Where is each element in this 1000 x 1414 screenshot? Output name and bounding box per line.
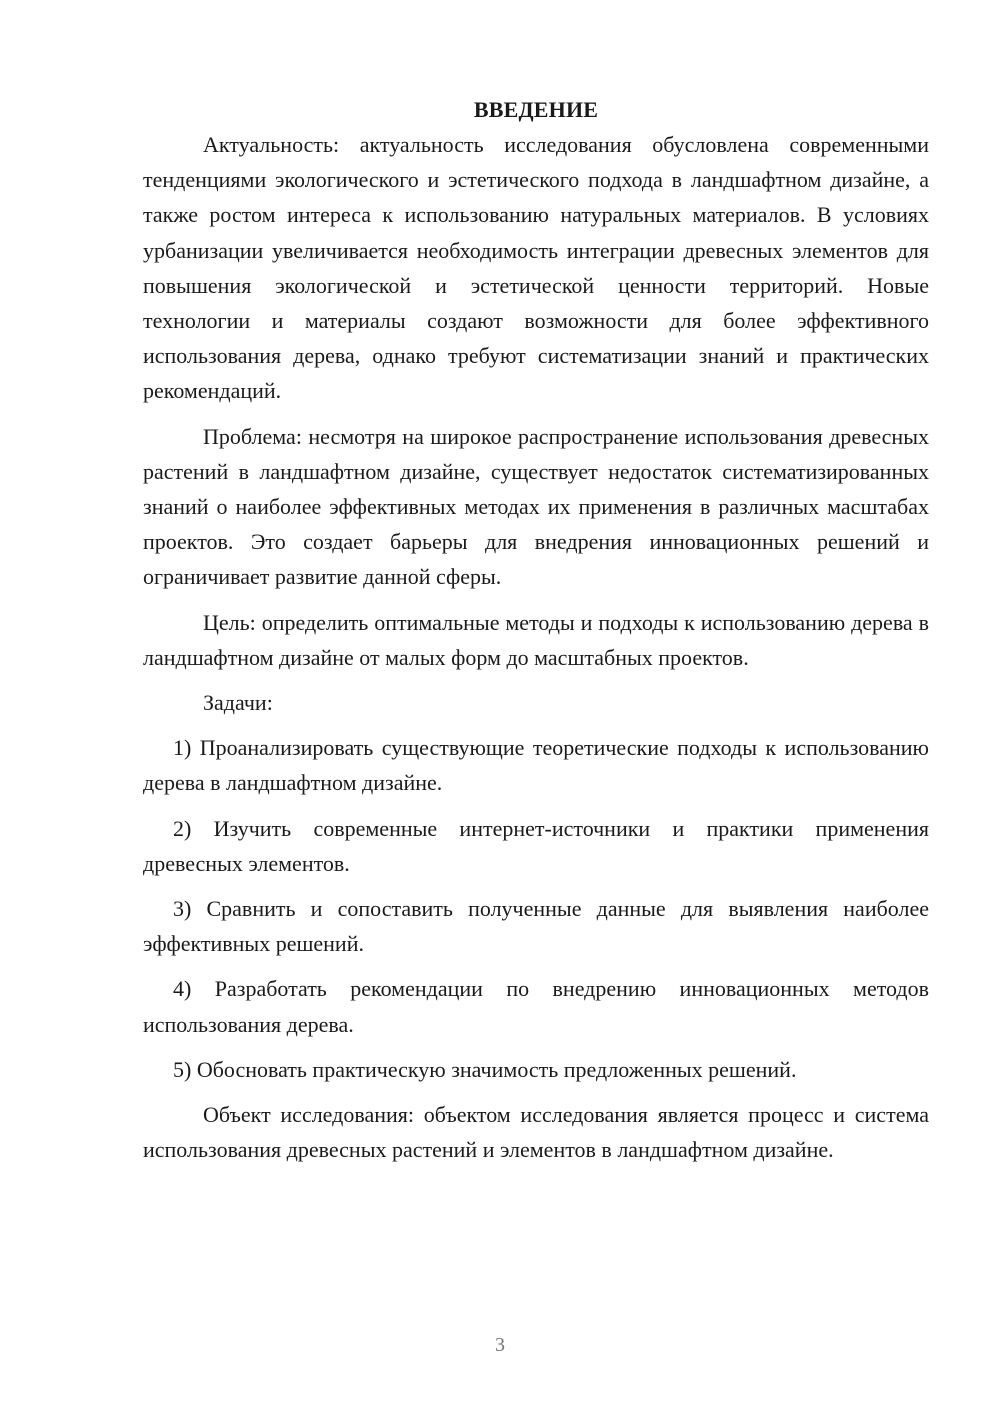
paragraph-tasks-label: Задачи:	[203, 690, 273, 716]
paragraph-relevance: Актуальность: актуальность исследования обусловлена современными тенденциями экологического и эстетического подхода в ландшафтном дизайне, а также ростом интереса к использованию натуральных материалов. В условиях урбанизации увеличивается необходимость интеграции древесных элементов для повышения экологической и эстетической ценности территорий. Новые технологии и материалы создают возможности для более эффективного использования дерева, однако требуют систематизации знаний и практических рекомендаций.	[143, 132, 929, 404]
task-item-3: 3) Сравнить и сопоставить полученные данные для выявления наиболее эффективных решений.	[143, 896, 929, 957]
task-item-2: 2) Изучить современные интернет-источники и практики применения древесных элементов.	[143, 815, 929, 876]
paragraph-problem: Проблема: несмотря на широкое распространение использования древесных растений в ландшафтном дизайне, существует недостаток систематизированных знаний о наиболее эффективных методах их применения в различных масштабах проектов. Это создает барьеры для внедрения инновационных решений и ограничивает развитие данной сферы.	[143, 423, 929, 590]
task-item-5: 5) Обосновать практическую значимость предложенных решений.	[173, 1056, 797, 1082]
paragraph-goal: Цель: определить оптимальные методы и подходы к использованию дерева в ландшафтном дизайне от малых форм до масштабных проектов.	[143, 609, 929, 670]
section-heading: ВВЕДЕНИЕ	[473, 97, 599, 122]
task-item-4: 4) Разработать рекомендации по внедрению инновационных методов использования дерева.	[143, 976, 929, 1037]
task-item-1: 1) Проанализировать существующие теоретические подходы к использованию дерева в ландшафтном дизайне.	[143, 735, 929, 796]
paragraph-object: Объект исследования: объектом исследования является процесс и система использования древесных растений и элементов в ландшафтном дизайне.	[143, 1102, 929, 1163]
document-page	[143, 92, 929, 1177]
page-number: 3	[495, 1334, 505, 1356]
